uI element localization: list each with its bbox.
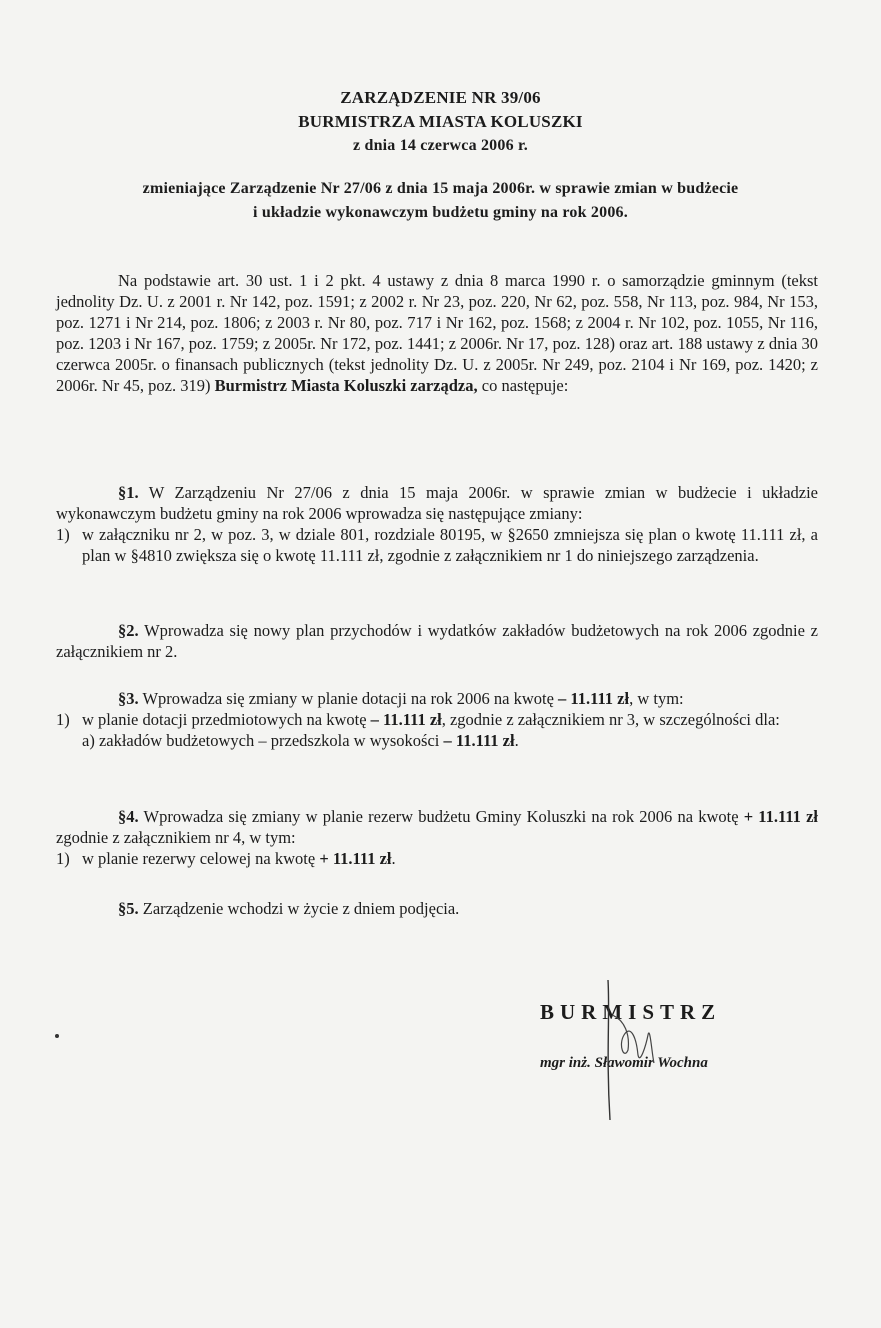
section-4-item-tail: .: [391, 849, 396, 868]
section-3-subitem-text: a) zakładów budżetowych – przedszkola w wysokości: [82, 731, 440, 750]
section-4-item-text: w planie rezerwy celowej na kwotę: [82, 849, 316, 868]
section-2-text: Wprowadza się nowy plan przychodów i wydatków zakładów budżetowych na rok 2006 zgodnie z załącznikiem nr 2.: [56, 621, 818, 661]
section-3-item-amount: – 11.111 zł: [370, 710, 442, 729]
section-3-item-number: 1): [56, 710, 70, 729]
section-3-tail: , w tym:: [629, 689, 684, 708]
section-3-item-tail: , zgodnie z załącznikiem nr 3, w szczególności dla:: [441, 710, 780, 729]
section-3-subitem: [82, 730, 818, 751]
signature-name: mgr inż. Sławomir Wochna: [540, 1055, 708, 1071]
section-3-text: Wprowadza się zmiany w planie dotacji na rok 2006 na kwotę: [142, 689, 554, 708]
preamble-bold: Burmistrz Miasta Koluszki zarządza,: [214, 376, 478, 395]
section-1-item: [56, 524, 818, 566]
section-1-item-number: 1): [56, 525, 70, 544]
section-3-item-text: w planie dotacji przedmiotowych na kwotę: [82, 710, 367, 729]
preamble-text: Na podstawie art. 30 ust. 1 i 2 pkt. 4 ustawy z dnia 8 marca 1990 r. o samorządzie gminnym (tekst jednolity Dz. U. z 2001 r. Nr 142, poz. 1591; z 2002 r. Nr 23, poz. 220, Nr 62, poz. 558, Nr 113, poz. 984, Nr 153, poz. 1271 i Nr 214, poz. 1806; z 2003 r. Nr 80, poz. 717 i Nr 162, poz. 1568; z 2004 r. Nr 102, poz. 1055, Nr 116, poz. 1203 i Nr 167, poz. 1759; z 2005r. Nr 172, poz. 1441; z 2006r. Nr 17, poz. 128) oraz art. 188 ustawy z dnia 30 czerwca 2005r. o finansach publicznych (tekst jednolity Dz. U. z 2005r. Nr 249, poz. 2104 i Nr 169, poz. 1420; z 2006r. Nr 45, poz. 319): [56, 271, 818, 395]
signature-title: BURMISTRZ: [540, 1000, 722, 1024]
issue-date: z dnia 14 czerwca 2006 r.: [352, 137, 529, 154]
section-5-text: Zarządzenie wchodzi w życie z dniem podjęcia.: [142, 899, 460, 918]
section-5-mark: §5.: [118, 899, 139, 918]
section-5: [56, 898, 818, 919]
section-3-mark: §3.: [118, 689, 139, 708]
section-4-item-amount: + 11.111 zł: [319, 849, 392, 868]
subject-line-1: zmieniające Zarządzenie Nr 27/06 z dnia 15 maja 2006r. w sprawie zmian w budżecie: [142, 180, 739, 197]
section-1: [56, 482, 818, 566]
document-title: ZARZĄDZENIE NR 39/06: [340, 88, 541, 107]
section-3-amount: – 11.111 zł: [558, 689, 630, 708]
section-1-mark: §1.: [118, 483, 139, 502]
preamble-tail: co następuje:: [481, 376, 569, 395]
speck: [55, 1034, 59, 1038]
section-1-text: W Zarządzeniu Nr 27/06 z dnia 15 maja 2006r. w sprawie zmian w budżecie i układzie wykonawczym budżetu gminy na rok 2006 wprowadza się następujące zmiany:: [56, 483, 818, 523]
section-4-tail: zgodnie z załącznikiem nr 4, w tym:: [56, 828, 296, 847]
preamble: [56, 270, 818, 396]
handwritten-signature: [590, 975, 680, 1125]
section-4-mark: §4.: [118, 807, 139, 826]
section-4-text: Wprowadza się zmiany w planie rezerw budżetu Gminy Koluszki na rok 2006 na kwotę: [143, 807, 739, 826]
section-1-item-text: w załączniku nr 2, w poz. 3, w dziale 801, rozdziale 80195, w §2650 zmniejsza się plan o kwotę 11.111 zł, a plan w §4810 zwiększa się o kwotę 11.111 zł, zgodnie z załącznikiem nr 1 do niniejszego zarządzenia.: [82, 525, 818, 565]
section-3-subitem-amount: – 11.111 zł: [443, 731, 515, 750]
section-4-item: [56, 848, 818, 869]
section-3-subitem-tail: .: [514, 731, 519, 750]
section-4-item-number: 1): [56, 849, 70, 868]
section-3: [56, 688, 818, 751]
subject-line-2: i układzie wykonawczym budżetu gminy na rok 2006.: [253, 204, 628, 221]
section-2-mark: §2.: [118, 621, 139, 640]
section-2: [56, 620, 818, 662]
section-3-item: [56, 709, 818, 751]
issuer: BURMISTRZA MIASTA KOLUSZKI: [298, 112, 583, 131]
section-4: [56, 806, 818, 869]
section-4-amount: + 11.111 zł: [743, 807, 818, 826]
